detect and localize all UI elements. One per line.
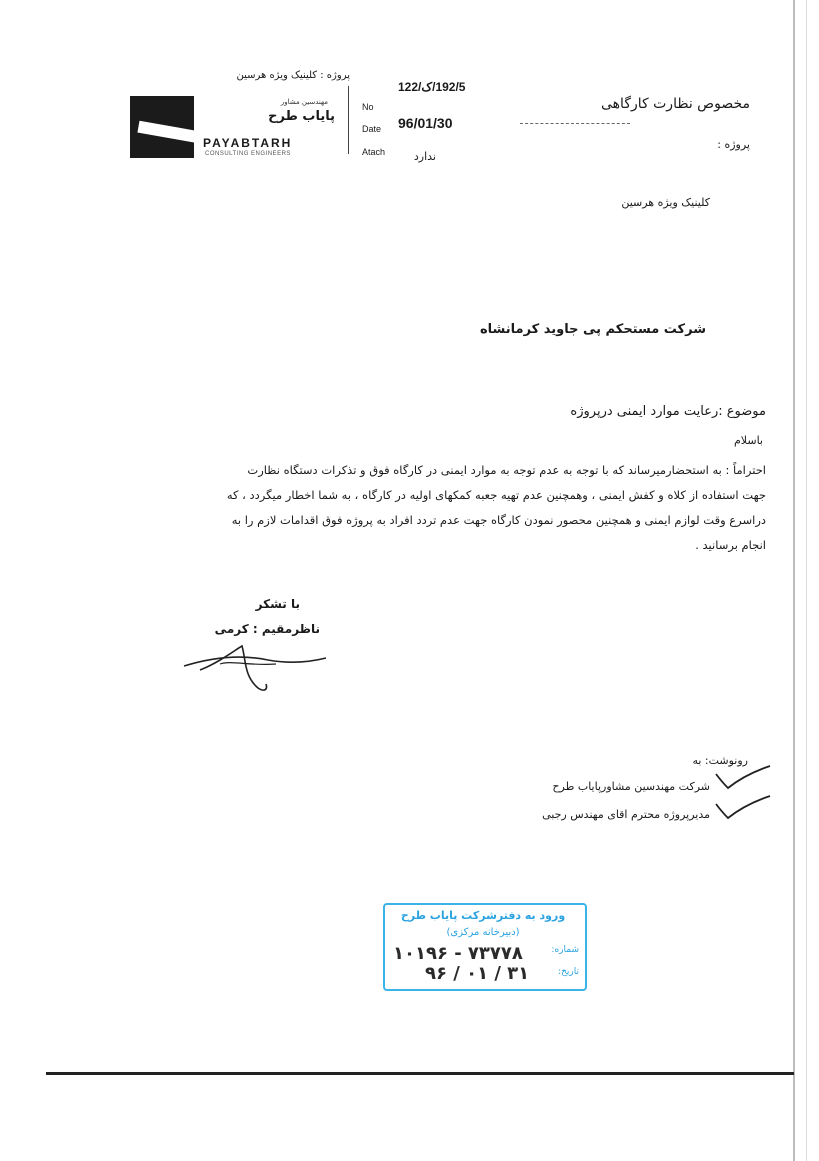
meta-divider: [348, 86, 349, 154]
registry-stamp: [383, 903, 587, 991]
recipient: شرکت مستحکم پی جاوید کرمانشاه: [479, 322, 706, 337]
handwritten-signature: [180, 640, 330, 700]
body-line: جهت استفاده از کلاه و کفش ایمنی ، وهمچنین عدم تهیه جعبه کمکهای اولیه در کارگاه ، به شما اخطار میگردد ، که: [226, 488, 766, 502]
letter-number-label: No: [362, 102, 374, 112]
title-underline: [520, 123, 630, 124]
company-name-fa: پایاب طرح: [268, 109, 335, 124]
letter-body: [158, 458, 766, 558]
cc-recipient: شرکت مهندسین مشاورپایاب طرح: [552, 780, 710, 793]
signatory: ناظرمقیم : کرمی: [214, 622, 320, 636]
company-name-en: PAYABTARH: [203, 136, 293, 150]
body-line: احتراماً : به استحضارمیرساند که با توجه به عدم توجه به موارد ایمنی در کارگاه فوق و تذکرات دستگاه نظارت: [247, 463, 766, 477]
stamp-date-label: تاریخ:: [558, 967, 579, 977]
scan-edge: [793, 0, 795, 1161]
attachment-value: ندارد: [413, 150, 436, 163]
stamp-date-value: ۹۶ / ۰۱ / ۳۱: [425, 963, 530, 984]
footer-rule: [46, 1072, 794, 1075]
checkmark-icon: [712, 792, 772, 822]
checkmark-icon: [712, 764, 772, 794]
stamp-number-value: ۱۰۱۹۶ - ۷۳۷۷۸: [393, 943, 523, 964]
closing: با تشکر: [255, 597, 300, 611]
greeting: باسلام: [733, 434, 763, 447]
project-name: کلینیک ویژه هرسین: [621, 196, 710, 209]
body-line: انجام برسانید .: [695, 538, 766, 552]
body-line: دراسرع وقت لوازم ایمنی و همچنین محصور نمودن کارگاه جهت عدم تردد افراد به پروژه فوق اقدامات لازم را به: [231, 513, 766, 527]
project-reference-top: پروژه : کلینیک ویژه هرسین: [236, 70, 350, 81]
attachment-label: Atach: [362, 147, 386, 157]
project-label: پروژه :: [717, 138, 750, 151]
cc-title: رونوشت: به: [692, 754, 748, 767]
subject-line: موضوع :رعایت موارد ایمنی درپروژه: [570, 404, 766, 419]
company-logo: [130, 96, 194, 158]
stamp-title: ورود به دفترشرکت پایاب طرح: [400, 909, 566, 922]
scan-edge-inner: [806, 0, 807, 1161]
company-name-fa-small: مهندسین مشاور: [280, 98, 328, 106]
logo-slash-mark: [137, 121, 194, 144]
letter-date-label: Date: [362, 124, 382, 134]
stamp-number-label: شماره:: [551, 945, 579, 955]
letterhead-title: مخصوص نظارت کارگاهی: [601, 96, 750, 112]
company-tagline-en: CONSULTING ENGINEERS: [205, 151, 291, 157]
letter-number-value: 192/5/ک/122: [398, 80, 466, 94]
letter-date-value: 96/01/30: [398, 115, 453, 131]
cc-recipient: مدیرپروژه محترم اقای مهندس رجبی: [542, 808, 710, 821]
stamp-subtitle: (دبیرخانه مرکزی): [446, 927, 520, 938]
